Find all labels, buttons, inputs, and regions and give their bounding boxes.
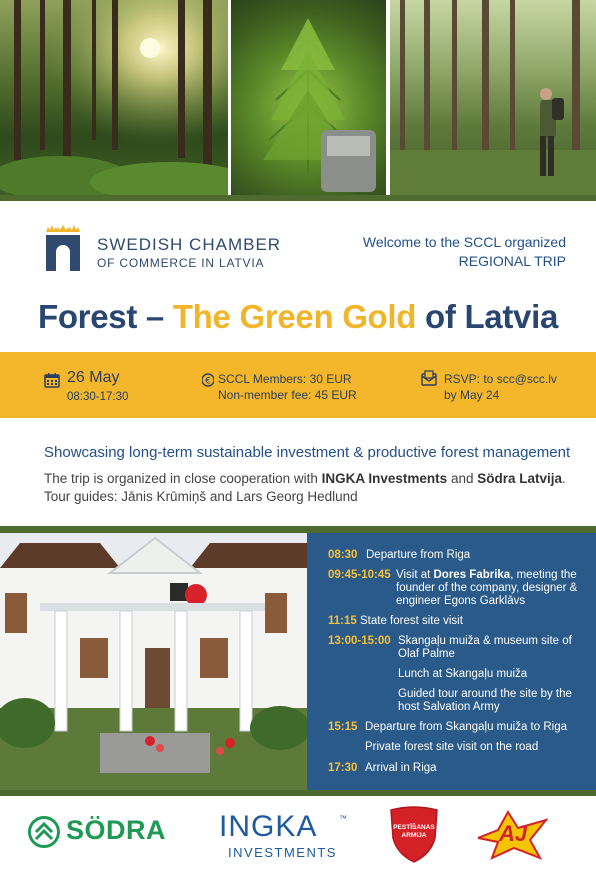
schedule-desc: Skangaļu muiža & museum site of Olaf Palme <box>398 635 572 660</box>
salvation-army-line1: PESTĪŠANAS <box>393 824 435 831</box>
welcome-line2: REGIONAL TRIP <box>458 253 566 269</box>
schedule-time: 15:15 <box>328 721 358 733</box>
event-time: 08:30-17:30 <box>67 391 129 403</box>
schedule-desc-bold: Dores Fabrika <box>433 569 511 581</box>
salvation-army-text <box>389 824 439 840</box>
coop-text-3: . <box>562 471 566 486</box>
schedule-time: 09:45-10:45 <box>328 569 391 581</box>
schedule-time: 13:00-15:00 <box>328 635 391 647</box>
coop-text-2: and <box>447 471 478 486</box>
title-part1: Forest – <box>37 298 173 335</box>
sodra-logo-icon <box>28 816 60 848</box>
calendar-icon <box>44 372 60 388</box>
cooperation-line <box>44 470 566 488</box>
description-body <box>44 470 566 506</box>
coop-text-1: The trip is organized in close cooperation with <box>44 471 322 486</box>
sponsor-logos <box>0 796 596 874</box>
mid-divider <box>0 526 596 533</box>
schedule-desc: Arrival in Riga <box>365 762 437 774</box>
manor-house-photo <box>0 533 307 790</box>
hiker-forest-photo <box>390 0 596 195</box>
salvation-army-logo <box>389 806 439 864</box>
org-name-line1: SWEDISH CHAMBER <box>97 235 282 254</box>
schedule-desc-post: , meeting the founder of the company, designer & engineer Egons Garklāvs <box>396 569 578 607</box>
top-divider <box>0 195 596 201</box>
schedule-desc: Departure from Skangaļu muiža to Riga <box>365 721 567 733</box>
ingka-trademark: ™ <box>339 814 347 823</box>
description-heading: Showcasing long-term sustainable investment & productive forest management <box>44 444 571 461</box>
event-date: 26 May <box>67 369 120 386</box>
info-band <box>0 352 596 418</box>
schedule-desc: Private forest site visit on the road <box>365 741 539 753</box>
tour-guides-line: Tour guides: Jānis Krūmiņš and Lars Georg Hedlund <box>44 489 358 504</box>
euro-icon <box>202 372 214 388</box>
schedule-desc: Guided tour around the site by the host Salvation Army <box>398 688 572 713</box>
schedule-time: 17:30 <box>328 762 358 774</box>
schedule-desc: Departure from Riga <box>366 549 471 561</box>
spruce-sapling-photo <box>231 0 386 195</box>
coop-partner-ingka: INGKA Investments <box>321 471 448 486</box>
schedule-time: 08:30 <box>328 549 358 561</box>
rsvp-email: RSVP: to scc@scc.lv <box>444 372 557 386</box>
sccl-logo-icon <box>44 224 82 272</box>
schedule-desc-pre: Visit at <box>396 569 434 581</box>
envelope-icon <box>421 370 437 386</box>
schedule-desc <box>396 569 596 608</box>
fee-members: SCCL Members: 30 EUR <box>218 372 352 386</box>
title-part3: of Latvia <box>416 298 559 335</box>
org-name-line2: OF COMMERCE IN LATVIA <box>97 256 265 270</box>
schedule-time: 11:15 <box>328 615 357 627</box>
event-title <box>0 298 596 336</box>
title-part2: The Green Gold <box>172 298 417 335</box>
sodra-wordmark: SÖDRA <box>66 815 167 845</box>
coop-partner-sodra: Södra Latvija <box>477 471 562 486</box>
fee-nonmembers: Non-member fee: 45 EUR <box>218 388 357 402</box>
schedule-panel <box>307 533 596 790</box>
forest-sunlight-photo <box>0 0 228 195</box>
rsvp-deadline: by May 24 <box>444 388 500 402</box>
schedule-desc: State forest site visit <box>360 615 463 627</box>
aj-logo <box>478 810 548 860</box>
schedule-desc: Lunch at Skangaļu muiža <box>398 668 528 680</box>
welcome-line1: Welcome to the SCCL organized <box>362 234 566 250</box>
salvation-army-line2: ARMIJA <box>401 832 427 839</box>
aj-wordmark: AJ <box>498 821 528 846</box>
svg-text:€: € <box>205 376 211 387</box>
ingka-subline: INVESTMENTS <box>228 845 337 860</box>
ingka-wordmark: INGKA <box>219 810 318 843</box>
